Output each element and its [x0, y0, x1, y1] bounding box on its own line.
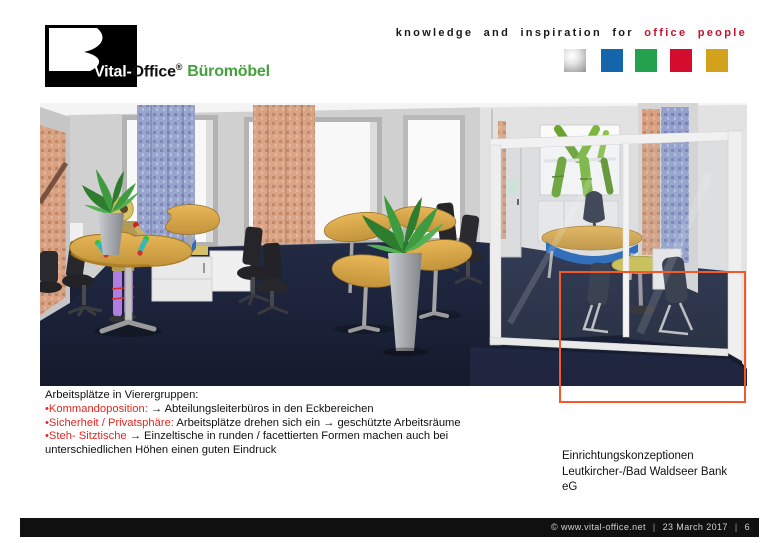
notes-bullet-3 — [45, 430, 527, 458]
caption-line-1: Einrichtungskonzeptionen — [562, 450, 694, 462]
footer-page-number: 6 — [744, 522, 750, 532]
logo-brand-prefix: Vital- — [94, 63, 132, 81]
bullet-label: •Kommandoposition: — [45, 402, 148, 415]
notes-bullet-1 — [45, 403, 527, 417]
palette-square-silver — [564, 49, 586, 72]
curtain-tan — [253, 105, 315, 257]
footer-bar — [20, 518, 759, 537]
logo-brand-main: Office — [131, 63, 176, 81]
bullet-text: → Einzeltische in runden / facettierten Formen machen auch bei unterschiedlichen Höhen einen guten Eindruck — [45, 430, 449, 457]
tagline-black: knowledge and inspiration for — [395, 27, 634, 39]
bullet-label: •Sicherheit / Privatsphäre: — [45, 416, 174, 429]
project-caption — [562, 449, 752, 496]
palette-square-red — [670, 49, 692, 72]
highlight-rectangle — [559, 271, 746, 403]
notes-title: Arbeitsplätze in Vierergruppen: — [45, 389, 199, 401]
company-tagline — [396, 27, 747, 39]
footer-copyright: © www.vital-office.net — [551, 522, 646, 532]
color-palette-row — [0, 49, 768, 72]
palette-square-green — [635, 49, 657, 72]
notes-block — [45, 389, 527, 458]
footer-separator: | — [734, 522, 738, 532]
bullet-label: •Steh- Sitztische — [45, 430, 127, 443]
registered-mark: ® — [175, 62, 183, 72]
palette-square-blue — [601, 49, 623, 72]
logo-brand-product: Büromöbel — [187, 63, 270, 81]
tagline-red: office people — [644, 27, 747, 39]
palette-square-gold — [706, 49, 728, 72]
caption-line-3: eG — [562, 481, 578, 493]
notes-bullet-2 — [45, 417, 527, 431]
footer-date: 23 March 2017 — [662, 522, 728, 532]
bullet-text: Arbeitsplätze drehen sich ein → geschützte Arbeitsräume — [173, 416, 461, 429]
bullet-text: → Abteilungsleiterbüros in den Eckbereichen — [147, 402, 374, 415]
caption-line-2: Leutkircher-/Bad Waldseer Bank — [562, 465, 728, 478]
footer-separator: | — [652, 522, 656, 532]
